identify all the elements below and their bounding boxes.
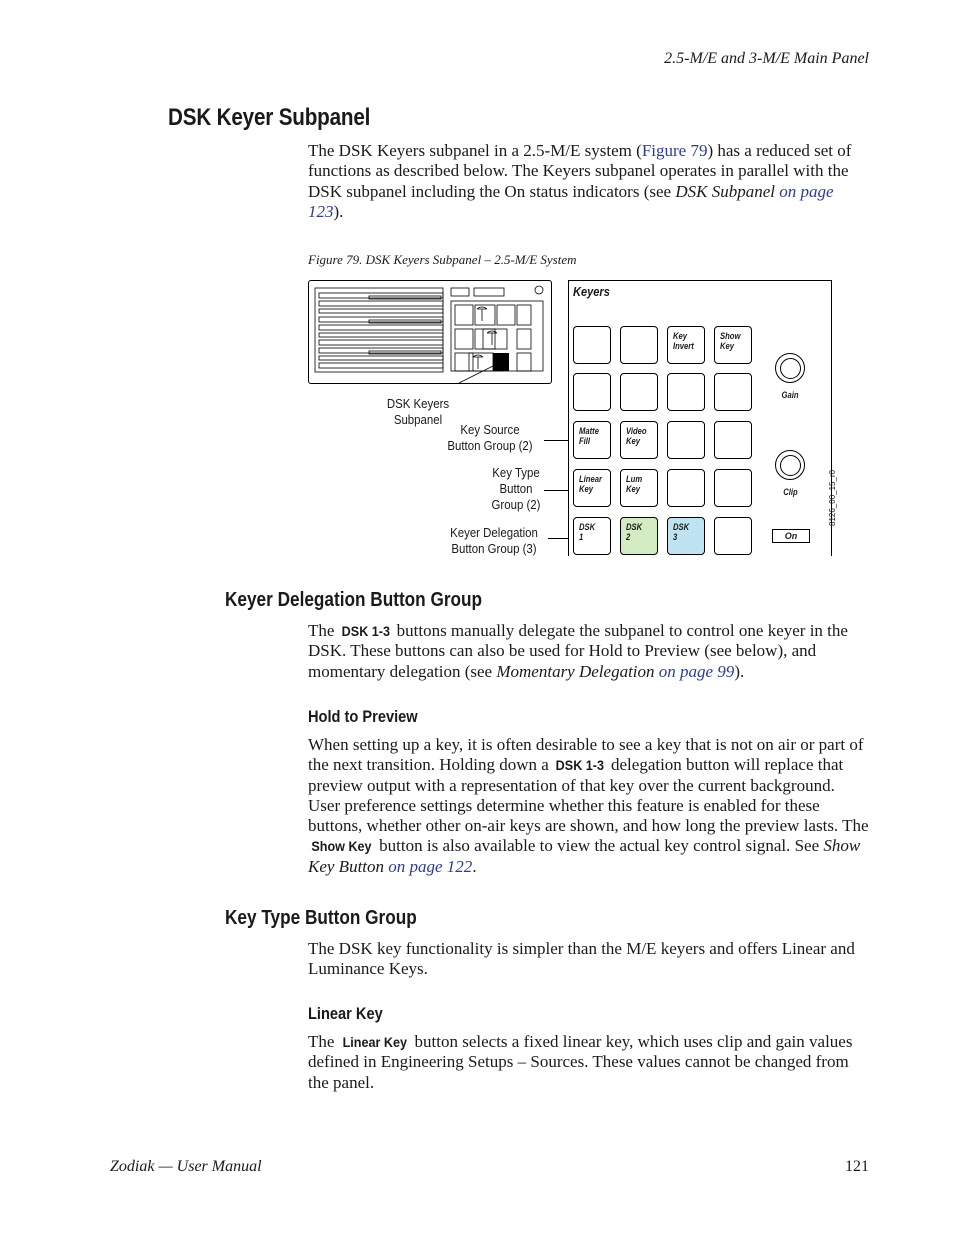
blank-button[interactable]	[573, 373, 611, 411]
gain-label: Gain	[781, 390, 799, 400]
running-header: 2.5-M/E and 3-M/E Main Panel	[664, 50, 869, 67]
blank-button[interactable]	[573, 326, 611, 364]
linear-key-paragraph: The Linear Key button selects a fixed linear key, which uses clip and gain values defined in Engineering Setups – Sources. These values cannot be changed from the panel.	[308, 1032, 853, 1092]
keyer-delegation-heading: Keyer Delegation Button Group	[225, 589, 483, 611]
keyer-delegation-paragraph: The DSK 1-3 buttons manually delegate the subpanel to control one keyer in the DSK. These buttons can also be used for Hold to Preview (see below), and momentary delegation (see Momentary Delegation on page 99).	[308, 621, 848, 681]
figure-79-link[interactable]: Figure 79	[641, 141, 708, 160]
linear-key-button[interactable]: Linear Key	[573, 469, 611, 507]
gain-knob[interactable]	[775, 353, 805, 383]
hold-to-preview-paragraph: When setting up a key, it is often desirable to see a key that is not on air or part of the next transition. Holding down a DSK 1-3 delegation button will replace that preview output with a representation of that key over the current background. User preference settings determine whether this feature is enabled for these buttons, whether other on-air keys are shown, and how long the preview lasts. The Show Key button is also available to view the actual key control signal. See Show Key Button on page 122.	[308, 735, 869, 876]
leader-keyer-delegation	[548, 538, 568, 539]
label-keyer-delegation: Keyer Delegation Button Group (3)	[450, 525, 538, 556]
key-type-paragraph: The DSK key functionality is simpler than the M/E keyers and offers Linear and Luminance Keys.	[308, 939, 855, 979]
blank-button[interactable]	[620, 373, 658, 411]
dsk-3-button[interactable]: DSK 3	[667, 517, 705, 555]
linear-key-heading: Linear Key	[308, 1004, 383, 1023]
blank-button[interactable]	[714, 421, 752, 459]
keyers-panel-title: Keyers	[573, 284, 610, 299]
label-key-type: Key Type Button Group (2)	[491, 465, 541, 512]
section-title: DSK Keyer Subpanel	[168, 104, 371, 131]
lum-key-button[interactable]: Lum Key	[620, 469, 658, 507]
leader-key-type	[544, 490, 568, 491]
figure-code: 8126_00_15_r0	[828, 469, 837, 526]
intro-paragraph: The DSK Keyers subpanel in a 2.5-M/E system (Figure 79) has a reduced set of functions as described below. The Keyers subpanel operates in parallel with the DSK subpanel including the On status indicators (see DSK Subpanel on page 123).	[308, 141, 852, 221]
show-key-button[interactable]: Show Key	[714, 326, 752, 364]
page-122-link[interactable]: on page 122	[388, 856, 473, 876]
key-invert-button[interactable]: Key Invert	[667, 326, 705, 364]
clip-label: Clip	[783, 487, 798, 497]
leader-key-source	[544, 440, 568, 441]
video-key-button[interactable]: Video Key	[620, 421, 658, 459]
page-number: 121	[845, 1158, 869, 1175]
figure-caption: Figure 79. DSK Keyers Subpanel – 2.5-M/E System	[308, 252, 577, 267]
panel-overview-drawing	[309, 281, 553, 385]
keyers-panel	[568, 280, 832, 556]
dsk-2-button[interactable]: DSK 2	[620, 517, 658, 555]
figure-dsk-keyers	[308, 280, 838, 560]
key-type-heading: Key Type Button Group	[225, 907, 417, 929]
clip-knob[interactable]	[775, 450, 805, 480]
page-99-link[interactable]: on page 99	[658, 661, 735, 681]
footer-manual-title: Zodiak — User Manual	[110, 1158, 262, 1175]
dsk-1-button[interactable]: DSK 1	[573, 517, 611, 555]
label-dsk-keyers-subpanel: DSK Keyers Subpanel	[386, 396, 450, 427]
blank-button[interactable]	[714, 469, 752, 507]
blank-button[interactable]	[667, 469, 705, 507]
blank-button[interactable]	[667, 373, 705, 411]
blank-button[interactable]	[620, 326, 658, 364]
matte-fill-button[interactable]: Matte Fill	[573, 421, 611, 459]
label-key-source: Key Source Button Group (2)	[447, 422, 533, 453]
blank-button[interactable]	[667, 421, 705, 459]
hold-to-preview-heading: Hold to Preview	[308, 707, 418, 726]
page-123-link[interactable]: on page 123	[308, 181, 834, 221]
on-button[interactable]: On	[772, 529, 810, 543]
blank-button[interactable]	[714, 373, 752, 411]
blank-button[interactable]	[714, 517, 752, 555]
panel-overview-diagram	[308, 280, 552, 384]
